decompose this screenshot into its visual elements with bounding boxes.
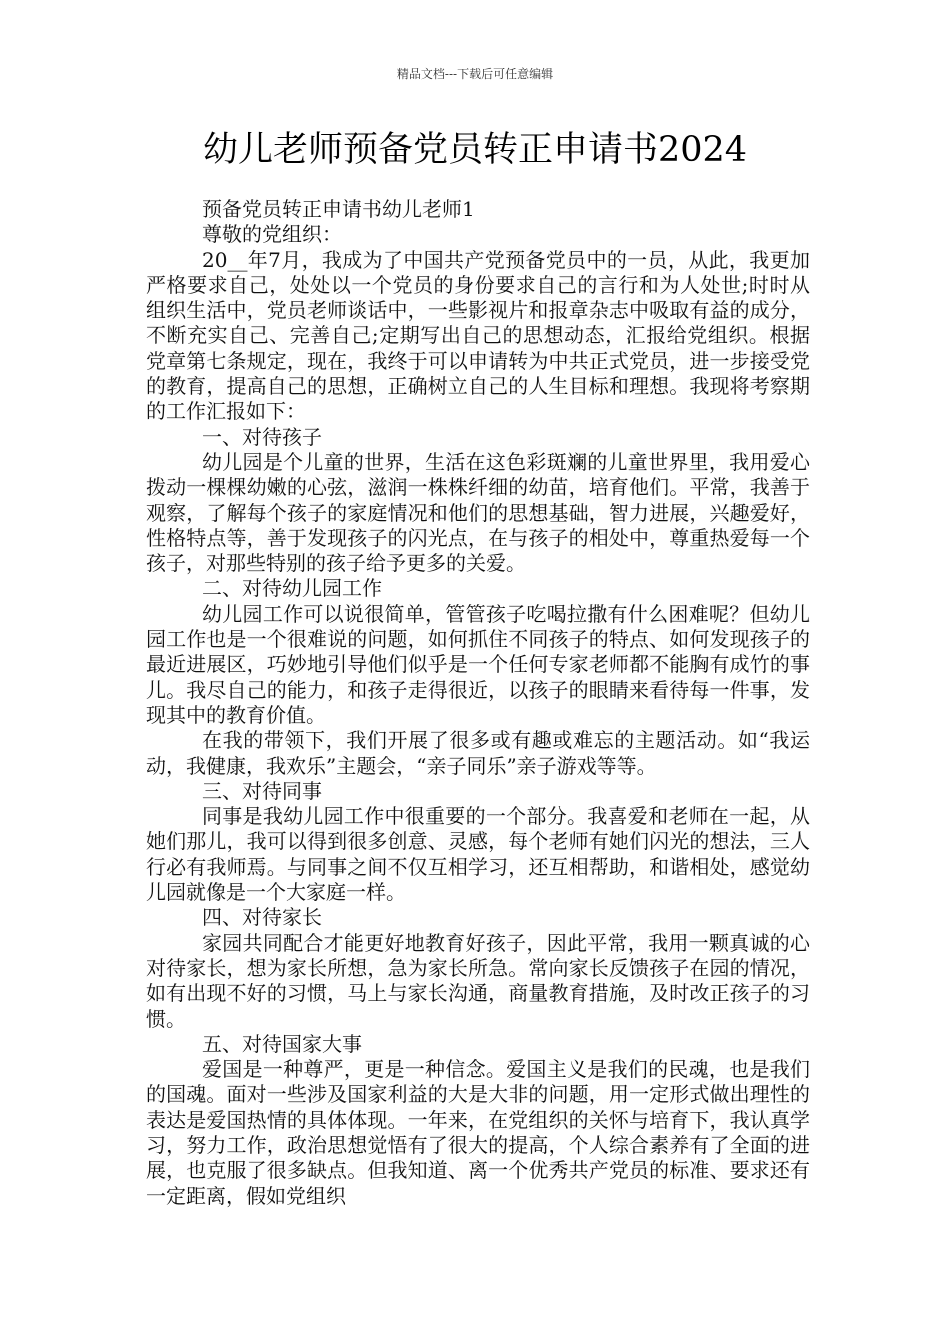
section-heading: 三、对待同事 bbox=[202, 778, 322, 803]
section-paragraph: 同事是我幼儿园工作中很重要的一个部分。我喜爱和老师在一起，从她们那儿，我可以得到很多创意、灵感，每个老师有她们闪光的想法，三人行必有我师焉。与同事之间不仅互相学习，还互相帮助，和谐相处，感觉幼儿园就像是一个大家庭一样。 bbox=[146, 804, 810, 905]
section-heading: 四、对待家长 bbox=[202, 905, 322, 930]
section-paragraph: 在我的带领下，我们开展了很多或有趣或难忘的主题活动。如“我运动，我健康，我欢乐”主题会，“亲子同乐”亲子游戏等等。 bbox=[146, 728, 810, 778]
section-paragraph: 幼儿园工作可以说很简单，管管孩子吃喝拉撒有什么困难呢？但幼儿园工作也是一个很难说的问题，如何抓住不同孩子的特点、如何发现孩子的最近进展区，巧妙地引导他们似乎是一个任何专家老师都不能胸有成竹的事儿。我尽自己的能力，和孩子走得很近，以孩子的眼睛来看待每一件事，发现其中的教育价值。 bbox=[146, 601, 810, 727]
section-paragraph: 幼儿园是个儿童的世界，生活在这色彩斑斓的儿童世界里，我用爱心拨动一棵棵幼嫩的心弦，滋润一株株纤细的幼苗，培育他们。平常，我善于观察，了解每个孩子的家庭情况和他们的思想基础，智力进展，兴趣爱好，性格特点等，善于发现孩子的闪光点，在与孩子的相处中，尊重热爱每一个孩子，对那些特别的孩子给予更多的关爱。 bbox=[146, 449, 810, 576]
section-heading: 五、对待国家大事 bbox=[202, 1031, 362, 1056]
page-header-note: 精品文档---下载后可任意编辑 bbox=[396, 67, 554, 81]
section-heading: 二、对待幼儿园工作 bbox=[202, 576, 382, 601]
document-subtitle: 预备党员转正申请书幼儿老师1 bbox=[202, 197, 475, 221]
intro-paragraph: 20__年7月，我成为了中国共产党预备党员中的一员，从此，我更加严格要求自己，处处以一个党员的身份要求自己的言行和为人处世;时时从组织生活中，党员老师谈话中，一些影视片和报章杂志中吸取有益的成分，不断充实自己、完善自己;定期写出自己的思想动态，汇报给党组织。根据党章第七条规定，现在，我终于可以申请转为中共正式党员，进一步接受党的教育，提高自己的思想，正确树立自己的人生目标和理想。我现将考察期的工作汇报如下： bbox=[146, 247, 810, 424]
document-body bbox=[146, 197, 810, 1209]
section-paragraph: 家园共同配合才能更好地教育好孩子，因此平常，我用一颗真诚的心对待家长，想为家长所想，急为家长所急。常向家长反馈孩子在园的情况，如有出现不好的习惯，马上与家长沟通，商量教育措施，及时改正孩子的习惯。 bbox=[146, 930, 810, 1031]
document-title: 幼儿老师预备党员转正申请书2024 bbox=[202, 130, 748, 170]
section-paragraph: 爱国是一种尊严，更是一种信念。爱国主义是我们的民魂，也是我们的国魂。面对一些涉及国家利益的大是大非的问题，用一定形式做出理性的表达是爱国热情的具体体现。一年来，在党组织的关怀与培育下，我认真学习，努力工作，政治思想觉悟有了很大的提高，个人综合素养有了全面的进展，也克服了很多缺点。但我知道、离一个优秀共产党员的标准、要求还有一定距离，假如党组织 bbox=[146, 1057, 810, 1208]
salutation: 尊敬的党组织： bbox=[202, 222, 342, 247]
section-heading: 一、对待孩子 bbox=[202, 424, 322, 449]
